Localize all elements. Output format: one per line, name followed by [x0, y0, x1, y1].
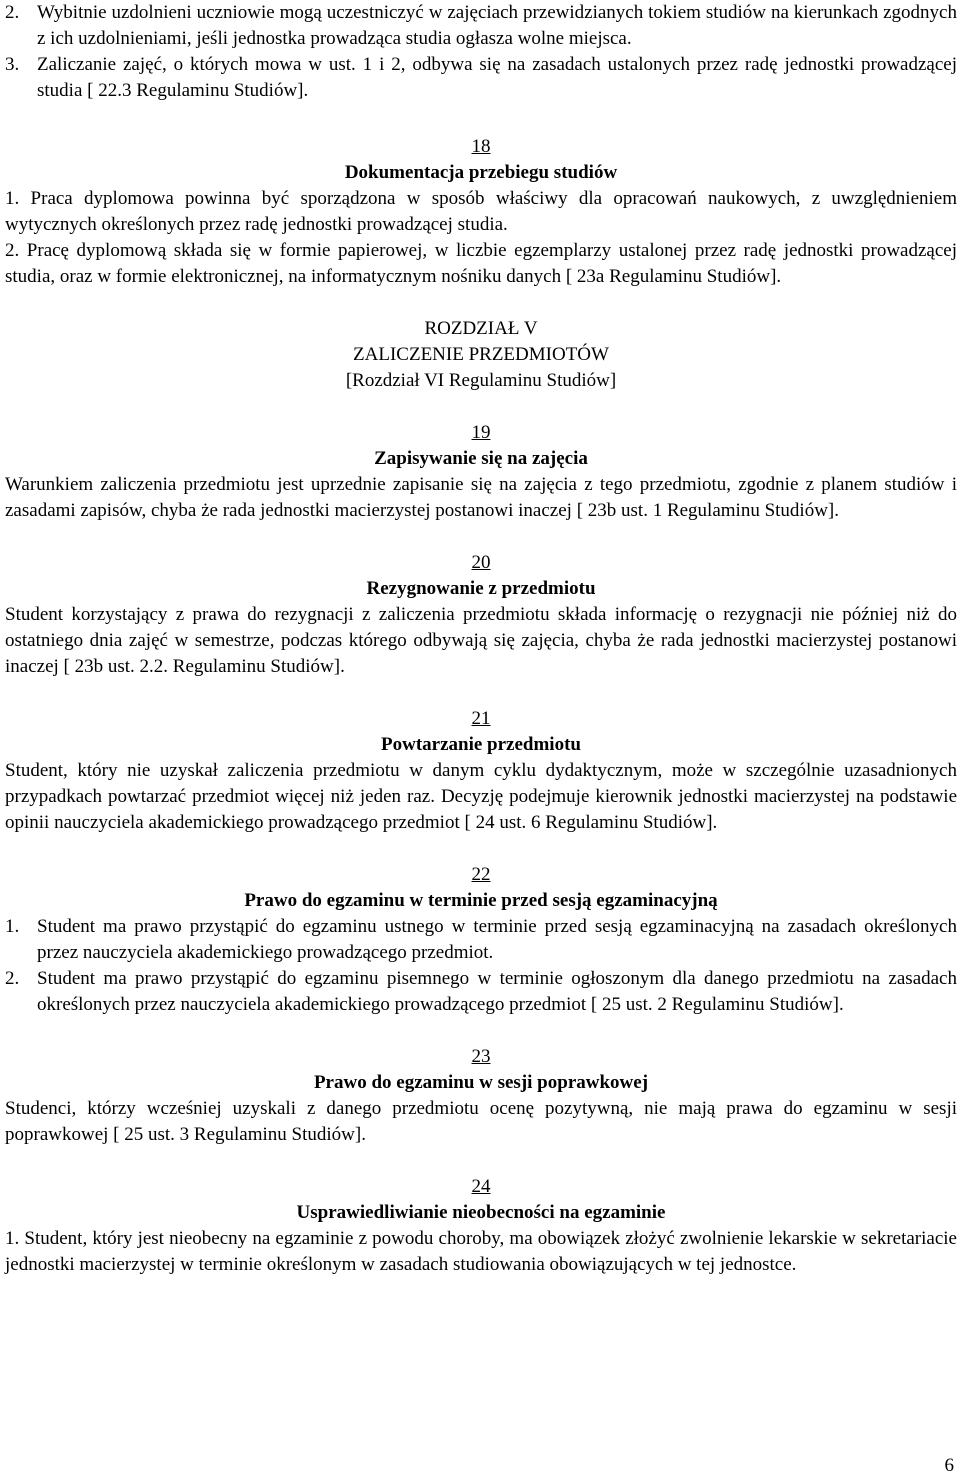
list-item: 2. Wybitnie uzdolnieni uczniowie mogą uczestniczyć w zajęciach przewidzianych tokiem studiów na kierunkach zgodnych z ich uzdolnieniami, jeśli jednostka prowadząca studia ogłasza wolne miejsca. — [5, 2, 957, 49]
section-title: Prawo do egzaminu w terminie przed sesją egzaminacyjną — [244, 890, 718, 911]
chapter-heading: ROZDZIAŁ V — [424, 318, 538, 339]
chapter-reference: [Rozdział VI Regulaminu Studiów] — [345, 370, 617, 391]
section-number: 18 — [471, 136, 491, 157]
section-title: Zapisywanie się na zajęcia — [374, 448, 588, 469]
section-number: 22 — [471, 864, 491, 885]
section-number: 24 — [471, 1176, 491, 1197]
list-item: 3. Zaliczanie zajęć, o których mowa w ust. 1 i 2, odbywa się na zasadach ustalonych przez radę jednostki prowadzącej studia [ 22.3 Regulaminu Studiów]. — [5, 54, 957, 101]
paragraph: 2. Pracę dyplomową składa się w formie papierowej, w liczbie egzemplarzy ustalonej przez radę jednostki prowadzącej studia, oraz w formie elektronicznej, na informatycznym nośniku danych [ 23a Regulaminu Studiów]. — [5, 240, 957, 287]
section-number: 20 — [471, 552, 491, 573]
page-number: 6 — [944, 1455, 954, 1476]
section-number: 19 — [471, 422, 491, 443]
list-item: 1. Student ma prawo przystąpić do egzaminu ustnego w terminie przed sesją egzaminacyjną na zasadach określonych przez nauczyciela akademickiego prowadzącego przedmiot. — [5, 916, 957, 963]
section-title: Rezygnowanie z przedmiotu — [366, 578, 596, 599]
paragraph: Student korzystający z prawa do rezygnacji z zaliczenia przedmiotu składa informację o rezygnacji nie później niż do ostatniego dnia zajęć w semestrze, podczas którego odbywają się zajęcia, chyba że rada jednostki macierzystej postanowi inaczej [ 23b ust. 2.2. Regulaminu Studiów]. — [5, 604, 957, 677]
section-title: Powtarzanie przedmiotu — [381, 734, 581, 755]
section-title: Usprawiedliwianie nieobecności na egzaminie — [296, 1202, 666, 1223]
section-number: 23 — [471, 1046, 491, 1067]
paragraph: Student, który nie uzyskał zaliczenia przedmiotu w danym cyklu dydaktycznym, może w szczególnie uzasadnionych przypadkach powtarzać przedmiot więcej niż jeden raz. Decyzję podejmuje kierownik jednostki macierzystej na podstawie opinii nauczyciela akademickiego prowadzącego przedmiot [ 24 ust. 6 Regulaminu Studiów]. — [5, 760, 957, 833]
paragraph: Warunkiem zaliczenia przedmiotu jest uprzednie zapisanie się na zajęcia z tego przedmiotu, zgodnie z planem studiów i zasadami zapisów, chyba że rada jednostki macierzystej postanowi inaczej [ 23b ust. 1 Regulaminu Studiów]. — [5, 474, 957, 521]
document-page — [5, 0, 957, 1278]
list-item: 2. Student ma prawo przystąpić do egzaminu pisemnego w terminie ogłoszonym dla danego przedmiotu na zasadach określonych przez nauczyciela akademickiego prowadzącego przedmiot [ 25 ust. 2 Regulaminu Studiów]. — [5, 968, 957, 1015]
section-title: Prawo do egzaminu w sesji poprawkowej — [313, 1072, 649, 1093]
paragraph: 1. Student, który jest nieobecny na egzaminie z powodu choroby, ma obowiązek złożyć zwolnienie lekarskie w sekretariacie jednostki macierzystej w terminie określonym w zasadach studiowania obowiązujących w tej jednostce. — [5, 1228, 957, 1275]
paragraph: Studenci, którzy wcześniej uzyskali z danego przedmiotu ocenę pozytywną, nie mają prawa do egzaminu w sesji poprawkowej [ 25 ust. 3 Regulaminu Studiów]. — [5, 1098, 957, 1145]
section-title: Dokumentacja przebiegu studiów — [344, 162, 618, 183]
chapter-title: ZALICZENIE PRZEDMIOTÓW — [353, 344, 609, 365]
section-number: 21 — [471, 708, 491, 729]
paragraph: 1. Praca dyplomowa powinna być sporządzona w sposób właściwy dla opracowań naukowych, z uwzględnieniem wytycznych określonych przez radę jednostki prowadzącej studia. — [5, 188, 957, 235]
